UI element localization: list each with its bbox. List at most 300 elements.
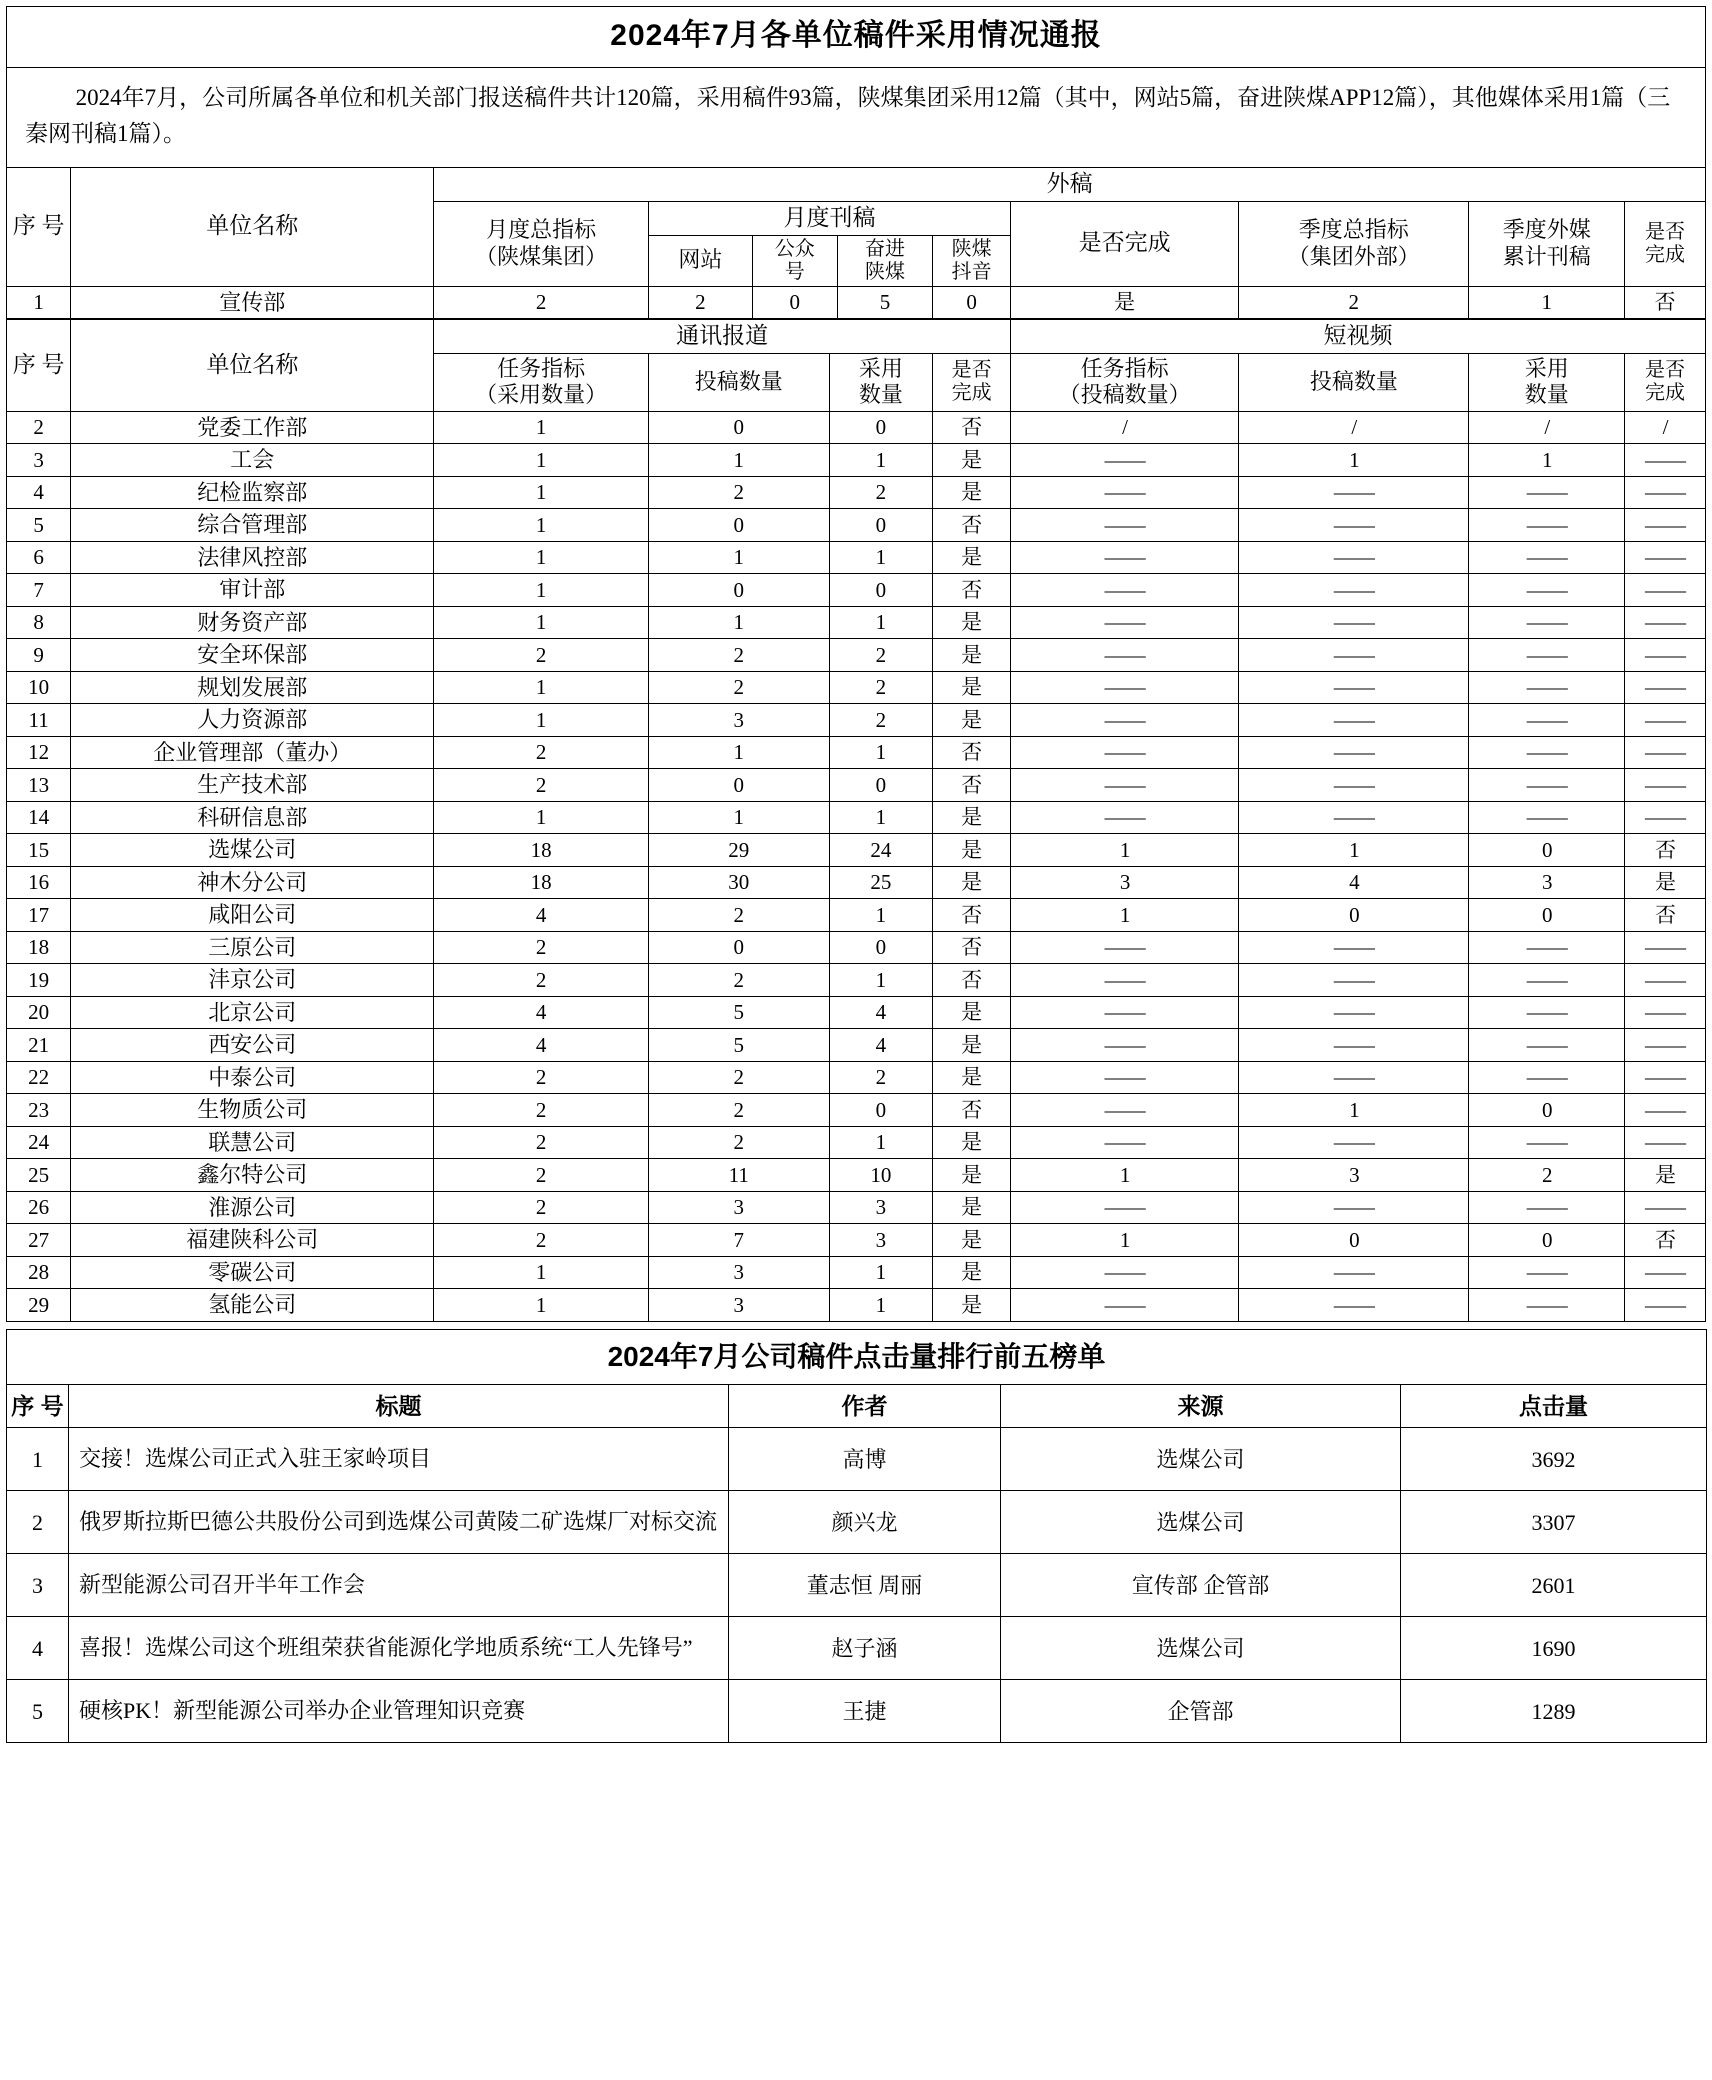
row-monthly-total: 2	[434, 286, 649, 319]
ranking-row-source: 选煤公司	[1001, 1428, 1401, 1491]
row-video-submit: ——	[1239, 671, 1469, 704]
row-quarter-media: 1	[1469, 286, 1625, 319]
row-index: 7	[7, 574, 71, 607]
ranking-row	[7, 1428, 1707, 1491]
table-row	[7, 1029, 1706, 1062]
row-unit: 财务资产部	[71, 606, 434, 639]
ranking-spacer-cell	[7, 1322, 1707, 1330]
row-done: 否	[933, 509, 1011, 542]
row-video-submit: 0	[1239, 1224, 1469, 1257]
ranking-col-title-header: 标题	[69, 1384, 729, 1428]
ranking-row-author: 王捷	[729, 1680, 1001, 1743]
row-video-adopt: ——	[1469, 1289, 1625, 1322]
secondary-report-table	[6, 319, 1706, 1322]
row-task-target: 1	[434, 574, 649, 607]
row-done: 是	[933, 1159, 1011, 1192]
row-task-target: 2	[434, 1159, 649, 1192]
row-index: 16	[7, 866, 71, 899]
table-row	[7, 931, 1706, 964]
table-row	[7, 444, 1706, 477]
row-adopt-count: 0	[829, 574, 933, 607]
row-adopt-count: 0	[829, 1094, 933, 1127]
row-video-task: ——	[1011, 1126, 1239, 1159]
row-adopt-count: 2	[829, 671, 933, 704]
row-adopt-count: 10	[829, 1159, 933, 1192]
row-video-done: ——	[1625, 736, 1706, 769]
ranking-row	[7, 1680, 1707, 1743]
row-video-submit: ——	[1239, 931, 1469, 964]
row-submit-count: 2	[649, 1126, 829, 1159]
ranking-row-clicks: 1690	[1401, 1617, 1707, 1680]
row-adopt-count: 0	[829, 509, 933, 542]
table1-group-header-row	[7, 168, 1706, 202]
row-task-target: 2	[434, 639, 649, 672]
row-index: 9	[7, 639, 71, 672]
row-video-adopt: ——	[1469, 509, 1625, 542]
row-adopt-count: 2	[829, 639, 933, 672]
row-adopt-count: 0	[829, 769, 933, 802]
ranking-table	[6, 1322, 1707, 1744]
row-done: 是	[933, 1289, 1011, 1322]
row-unit: 神木分公司	[71, 866, 434, 899]
row-unit: 联慧公司	[71, 1126, 434, 1159]
ranking-row-source: 选煤公司	[1001, 1491, 1401, 1554]
row-video-submit: ——	[1239, 736, 1469, 769]
row-task-target: 1	[434, 671, 649, 704]
group-header-duanshipin: 短视频	[1011, 320, 1706, 354]
ranking-title-row	[7, 1329, 1707, 1384]
row-video-adopt: ——	[1469, 931, 1625, 964]
row-unit: 规划发展部	[71, 671, 434, 704]
row-unit: 纪检监察部	[71, 476, 434, 509]
col-unit-header-2: 单位名称	[71, 320, 434, 412]
ranking-col-clicks-header: 点击量	[1401, 1384, 1707, 1428]
row-index: 3	[7, 444, 71, 477]
row-submit-count: 0	[649, 931, 829, 964]
ranking-row-title: 喜报！选煤公司这个班组荣获省能源化学地质系统“工人先锋号”	[69, 1617, 729, 1680]
row-video-done: 否	[1625, 1224, 1706, 1257]
row-video-task: ——	[1011, 736, 1239, 769]
row-submit-count: 0	[649, 574, 829, 607]
row-unit: 法律风控部	[71, 541, 434, 574]
row-submit-count: 2	[649, 899, 829, 932]
col-completed2-line2: 完成	[1645, 243, 1685, 266]
col-quarter-media-header	[1469, 201, 1625, 286]
row-video-task: ——	[1011, 1094, 1239, 1127]
row-task-target: 1	[434, 509, 649, 542]
row-video-adopt: ——	[1469, 801, 1625, 834]
row-video-task: 3	[1011, 866, 1239, 899]
row-unit: 中泰公司	[71, 1061, 434, 1094]
row-video-task: ——	[1011, 444, 1239, 477]
row-video-done: ——	[1625, 964, 1706, 997]
row-adopt-count: 2	[829, 1061, 933, 1094]
col-douyin-line2: 抖音	[951, 260, 992, 283]
ranking-row-index: 5	[7, 1680, 69, 1743]
row-index: 29	[7, 1289, 71, 1322]
row-video-done: ——	[1625, 671, 1706, 704]
col-quarter-media-line1: 季度外媒	[1502, 217, 1591, 243]
row-submit-count: 11	[649, 1159, 829, 1192]
row-unit: 选煤公司	[71, 834, 434, 867]
table-row	[7, 639, 1706, 672]
row-done: 是	[933, 704, 1011, 737]
row-video-submit: ——	[1239, 1256, 1469, 1289]
row-done: 否	[933, 769, 1011, 802]
row-done: 否	[933, 574, 1011, 607]
ranking-row-index: 2	[7, 1491, 69, 1554]
col-completed-header: 是否完成	[1010, 201, 1238, 286]
row-video-submit: ——	[1239, 1191, 1469, 1224]
row-submit-count: 1	[649, 736, 829, 769]
row-video-adopt: ——	[1469, 574, 1625, 607]
row-video-task: ——	[1011, 671, 1239, 704]
ranking-row-author: 颜兴龙	[729, 1491, 1001, 1554]
row-video-done: ——	[1625, 541, 1706, 574]
ranking-col-author-header: 作者	[729, 1384, 1001, 1428]
row-adopt-count: 4	[829, 1029, 933, 1062]
row-submit-count: 1	[649, 444, 829, 477]
row-done: 是	[933, 834, 1011, 867]
row-task-target: 2	[434, 1191, 649, 1224]
row-video-submit: 3	[1239, 1159, 1469, 1192]
group-header-waigao: 外稿	[434, 168, 1706, 202]
row-video-adopt: ——	[1469, 606, 1625, 639]
table-row	[7, 1224, 1706, 1257]
row-submit-count: 29	[649, 834, 829, 867]
row-video-adopt: ——	[1469, 1029, 1625, 1062]
row-adopt-count: 2	[829, 476, 933, 509]
col-douyin-line1: 陕煤	[951, 237, 992, 260]
row-index: 27	[7, 1224, 71, 1257]
row-submit-count: 5	[649, 996, 829, 1029]
row-video-submit: ——	[1239, 996, 1469, 1029]
group-header-monthly-publish: 月度刊稿	[649, 201, 1011, 235]
table-row	[7, 574, 1706, 607]
group-header-tongxun: 通讯报道	[434, 320, 1011, 354]
ranking-row-index: 3	[7, 1554, 69, 1617]
row-adopt-count: 24	[829, 834, 933, 867]
row-adopt-count: 3	[829, 1191, 933, 1224]
row-task-target: 1	[434, 476, 649, 509]
col-task-target-line1: 任务指标	[497, 355, 586, 381]
row-video-submit: ——	[1239, 574, 1469, 607]
col-done-header	[933, 353, 1011, 411]
row-video-task: ——	[1011, 509, 1239, 542]
row-submit-count: 30	[649, 866, 829, 899]
row-video-done: ——	[1625, 444, 1706, 477]
row-video-submit: ——	[1239, 1289, 1469, 1322]
row-video-done: 否	[1625, 834, 1706, 867]
row-video-done: 是	[1625, 866, 1706, 899]
row-video-done: ——	[1625, 476, 1706, 509]
row-video-task: ——	[1011, 1061, 1239, 1094]
row-unit: 综合管理部	[71, 509, 434, 542]
ranking-row-index: 4	[7, 1617, 69, 1680]
row-unit: 三原公司	[71, 931, 434, 964]
ranking-row-title: 交接！选煤公司正式入驻王家岭项目	[69, 1428, 729, 1491]
row-task-target: 1	[434, 1289, 649, 1322]
row-index: 10	[7, 671, 71, 704]
table-row	[7, 769, 1706, 802]
row-unit: 科研信息部	[71, 801, 434, 834]
row-done: 是	[933, 996, 1011, 1029]
row-website: 2	[649, 286, 753, 319]
row-unit: 党委工作部	[71, 411, 434, 444]
row-video-task: ——	[1011, 574, 1239, 607]
intro-paragraph-cell	[7, 67, 1706, 168]
ranking-row-source: 宣传部 企管部	[1001, 1554, 1401, 1617]
row-index: 4	[7, 476, 71, 509]
col-video-submit-header: 投稿数量	[1239, 353, 1469, 411]
ranking-col-source-header: 来源	[1001, 1384, 1401, 1428]
row-task-target: 1	[434, 1256, 649, 1289]
row-index: 26	[7, 1191, 71, 1224]
row-done: 是	[933, 1061, 1011, 1094]
row-task-target: 18	[434, 866, 649, 899]
table2-group-header-row	[7, 320, 1706, 354]
row-video-done: 是	[1625, 1159, 1706, 1192]
row-submit-count: 5	[649, 1029, 829, 1062]
row-task-target: 1	[434, 444, 649, 477]
row-video-task: ——	[1011, 541, 1239, 574]
row-video-adopt: 0	[1469, 1094, 1625, 1127]
row-video-done: ——	[1625, 509, 1706, 542]
table2-body	[7, 411, 1706, 1321]
row-task-target: 2	[434, 931, 649, 964]
row-video-done: ——	[1625, 801, 1706, 834]
table-row	[7, 834, 1706, 867]
row-video-done: ——	[1625, 769, 1706, 802]
row-done: 是	[933, 1126, 1011, 1159]
row-video-task: ——	[1011, 769, 1239, 802]
row-video-submit: /	[1239, 411, 1469, 444]
row-video-task: ——	[1011, 639, 1239, 672]
col-quarter-media-line2: 累计刊稿	[1502, 243, 1591, 269]
row-adopt-count: 1	[829, 541, 933, 574]
col-video-done-header	[1625, 353, 1706, 411]
row-done: 是	[933, 1191, 1011, 1224]
row-video-task: ——	[1011, 964, 1239, 997]
row-video-adopt: 1	[1469, 444, 1625, 477]
ranking-header-row	[7, 1384, 1707, 1428]
row-adopt-count: 1	[829, 1126, 933, 1159]
row-index: 8	[7, 606, 71, 639]
row-index: 15	[7, 834, 71, 867]
col-video-adopt-line2: 数量	[1524, 382, 1569, 408]
row-video-done: ——	[1625, 1094, 1706, 1127]
table-row	[7, 736, 1706, 769]
row-quarter-total: 2	[1239, 286, 1469, 319]
row-video-adopt: ——	[1469, 964, 1625, 997]
table-row	[7, 476, 1706, 509]
ranking-row-title: 新型能源公司召开半年工作会	[69, 1554, 729, 1617]
row-submit-count: 3	[649, 704, 829, 737]
col-video-done-line1: 是否	[1645, 359, 1686, 382]
row-video-adopt: ——	[1469, 639, 1625, 672]
row-task-target: 1	[434, 411, 649, 444]
col-index-header: 序 号	[7, 168, 71, 287]
row-video-task: ——	[1011, 606, 1239, 639]
row-adopt-count: 1	[829, 606, 933, 639]
row-video-submit: ——	[1239, 1061, 1469, 1094]
ranking-row	[7, 1491, 1707, 1554]
row-video-submit: 1	[1239, 444, 1469, 477]
row-video-done: ——	[1625, 931, 1706, 964]
col-monthly-total-line2: （陕煤集团）	[475, 243, 608, 269]
row-done: 是	[933, 444, 1011, 477]
row-video-submit: 4	[1239, 866, 1469, 899]
row-adopt-count: 3	[829, 1224, 933, 1257]
row-video-done: ——	[1625, 1191, 1706, 1224]
ranking-row-title: 硬核PK！新型能源公司举办企业管理知识竞赛	[69, 1680, 729, 1743]
ranking-row-author: 赵子涵	[729, 1617, 1001, 1680]
row-video-submit: ——	[1239, 509, 1469, 542]
row-video-submit: ——	[1239, 606, 1469, 639]
table-row	[7, 606, 1706, 639]
row-submit-count: 2	[649, 639, 829, 672]
table-row	[7, 1191, 1706, 1224]
row-unit: 氢能公司	[71, 1289, 434, 1322]
row-video-done: ——	[1625, 1126, 1706, 1159]
table-row	[7, 411, 1706, 444]
row-video-task: 1	[1011, 834, 1239, 867]
row-index: 20	[7, 996, 71, 1029]
row-video-adopt: ——	[1469, 1256, 1625, 1289]
col-completed2-line1: 是否	[1645, 220, 1685, 243]
col-video-task-line1: 任务指标	[1080, 355, 1169, 381]
row-task-target: 2	[434, 1061, 649, 1094]
row-video-adopt: ——	[1469, 1191, 1625, 1224]
row-adopt-count: 1	[829, 801, 933, 834]
row-video-done: ——	[1625, 574, 1706, 607]
row-task-target: 4	[434, 899, 649, 932]
row-video-adopt: ——	[1469, 704, 1625, 737]
table-row	[7, 1094, 1706, 1127]
row-unit: 宣传部	[71, 286, 434, 319]
document-title-row	[7, 7, 1706, 68]
ranking-row-clicks: 2601	[1401, 1554, 1707, 1617]
row-video-done: ——	[1625, 1289, 1706, 1322]
row-video-submit: 1	[1239, 834, 1469, 867]
row-video-adopt: 3	[1469, 866, 1625, 899]
row-done: 否	[933, 411, 1011, 444]
row-done: 是	[933, 801, 1011, 834]
row-video-adopt: /	[1469, 411, 1625, 444]
row-video-done: ——	[1625, 1061, 1706, 1094]
row-video-done: /	[1625, 411, 1706, 444]
ranking-row-author: 董志恒 周丽	[729, 1554, 1001, 1617]
row-app: 5	[837, 286, 932, 319]
row-adopt-count: 1	[829, 444, 933, 477]
row-video-submit: ——	[1239, 769, 1469, 802]
row-completed: 是	[1010, 286, 1238, 319]
row-video-done: ——	[1625, 639, 1706, 672]
row-video-submit: ——	[1239, 704, 1469, 737]
row-done: 是	[933, 1224, 1011, 1257]
row-video-task: ——	[1011, 996, 1239, 1029]
table-row	[7, 286, 1706, 319]
row-submit-count: 0	[649, 769, 829, 802]
row-submit-count: 2	[649, 476, 829, 509]
row-unit: 西安公司	[71, 1029, 434, 1062]
row-submit-count: 7	[649, 1224, 829, 1257]
intro-paragraph: 2024年7月，公司所属各单位和机关部门报送稿件共计120篇，采用稿件93篇，陕煤集团采用12篇（其中，网站5篇，奋进陕煤APP12篇），其他媒体采用1篇（三秦网刊稿1篇）。	[25, 84, 1671, 147]
ranking-spacer-row	[7, 1322, 1707, 1330]
col-task-target-header	[434, 353, 649, 411]
row-video-done: 否	[1625, 899, 1706, 932]
row-done: 否	[933, 736, 1011, 769]
row-adopt-count: 1	[829, 1256, 933, 1289]
row-done: 是	[933, 639, 1011, 672]
ranking-row-index: 1	[7, 1428, 69, 1491]
row-task-target: 2	[434, 736, 649, 769]
ranking-row-title: 俄罗斯拉斯巴德公共股份公司到选煤公司黄陵二矿选煤厂对标交流	[69, 1491, 729, 1554]
table-row	[7, 509, 1706, 542]
row-submit-count: 3	[649, 1191, 829, 1224]
row-submit-count: 2	[649, 964, 829, 997]
row-submit-count: 0	[649, 411, 829, 444]
row-video-task: ——	[1011, 704, 1239, 737]
col-video-done-line2: 完成	[1645, 382, 1686, 405]
row-video-adopt: 0	[1469, 834, 1625, 867]
row-video-submit: ——	[1239, 541, 1469, 574]
row-unit: 沣京公司	[71, 964, 434, 997]
row-video-task: /	[1011, 411, 1239, 444]
row-video-task: 1	[1011, 1224, 1239, 1257]
row-unit: 生产技术部	[71, 769, 434, 802]
row-done: 是	[933, 866, 1011, 899]
row-completed2: 否	[1625, 286, 1706, 319]
row-done: 否	[933, 899, 1011, 932]
row-index: 13	[7, 769, 71, 802]
row-index: 12	[7, 736, 71, 769]
table-row	[7, 541, 1706, 574]
col-video-adopt-header	[1469, 353, 1625, 411]
row-done: 否	[933, 964, 1011, 997]
row-adopt-count: 25	[829, 866, 933, 899]
ranking-row-clicks: 3692	[1401, 1428, 1707, 1491]
row-video-adopt: ——	[1469, 736, 1625, 769]
ranking-row-author: 高博	[729, 1428, 1001, 1491]
col-video-task-header	[1011, 353, 1239, 411]
row-video-adopt: 0	[1469, 1224, 1625, 1257]
row-video-adopt: 0	[1469, 899, 1625, 932]
row-video-task: ——	[1011, 1029, 1239, 1062]
col-completed2-header	[1625, 201, 1706, 286]
row-index: 22	[7, 1061, 71, 1094]
row-done: 否	[933, 931, 1011, 964]
row-unit: 咸阳公司	[71, 899, 434, 932]
row-index: 1	[7, 286, 71, 319]
row-task-target: 1	[434, 704, 649, 737]
row-video-adopt: ——	[1469, 769, 1625, 802]
row-unit: 审计部	[71, 574, 434, 607]
row-unit: 福建陕科公司	[71, 1224, 434, 1257]
row-video-submit: 0	[1239, 899, 1469, 932]
row-video-submit: ——	[1239, 1029, 1469, 1062]
row-submit-count: 2	[649, 671, 829, 704]
row-index: 2	[7, 411, 71, 444]
row-unit: 淮源公司	[71, 1191, 434, 1224]
table-row	[7, 1256, 1706, 1289]
row-done: 是	[933, 541, 1011, 574]
row-adopt-count: 1	[829, 964, 933, 997]
row-video-done: ——	[1625, 704, 1706, 737]
row-video-adopt: ——	[1469, 476, 1625, 509]
ranking-row	[7, 1617, 1707, 1680]
col-monthly-total-line1: 月度总指标	[486, 217, 597, 243]
